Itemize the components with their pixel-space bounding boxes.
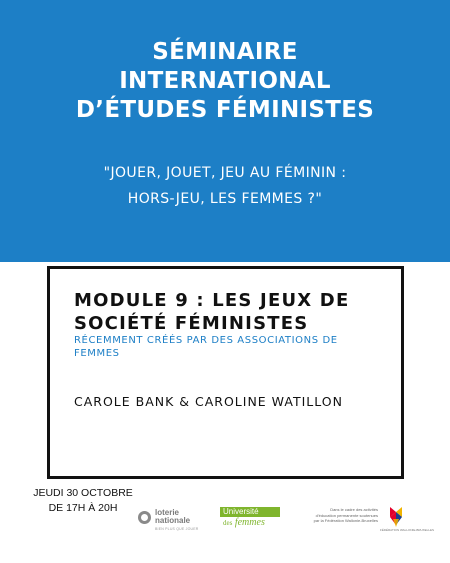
event-date-time (18, 486, 148, 516)
speakers: CAROLE BANK & CAROLINE WATILLON (74, 394, 343, 409)
fwb-caption: FÉDÉRATION WALLONIE-BRUXELLES (380, 528, 435, 532)
seminar-subtitle: "JOUER, JOUET, JEU AU FÉMININ : HORS-JEU, LES FEMMES ?" (103, 165, 347, 207)
universite-des-femmes-logo (220, 507, 280, 529)
module-title-line: MODULE 9 : LES JEUX DE (74, 290, 350, 311)
seminar-title-line: INTERNATIONAL (119, 68, 331, 94)
event-time: DE 17H À 20H (48, 502, 118, 514)
seminar-title-line: D’ÉTUDES FÉMINISTES (75, 97, 375, 123)
universite-subline (223, 517, 265, 529)
loterie-line1: loterie (155, 508, 180, 517)
support-line: Dans le cadre des activités (330, 507, 378, 512)
module-card (47, 266, 404, 479)
loterie-nationale-logo (138, 508, 208, 536)
universite-word: Université (223, 507, 259, 516)
event-date: JEUDI 30 OCTOBRE (33, 487, 133, 499)
support-statement (308, 507, 378, 524)
support-line: par la Fédération Wallonie-Bruxelles (313, 518, 378, 523)
support-line: d'éducation permanente soutenues (315, 512, 378, 518)
loterie-line2: nationale (155, 516, 191, 525)
universite-femmes: femmes (234, 517, 265, 528)
universite-des: des (223, 519, 233, 527)
loterie-ring-icon (138, 511, 151, 524)
fwb-logo-icon (384, 505, 408, 529)
module-title-line: SOCIÉTÉ FÉMINISTES (74, 313, 309, 334)
module-title (74, 289, 394, 335)
module-subtitle: RÉCEMMENT CRÉÉS PAR DES ASSOCIATIONS DE FEMMES (74, 335, 338, 359)
loterie-tagline: BIEN PLUS QUE JOUER (155, 527, 199, 531)
loterie-wordmark (155, 509, 190, 525)
seminar-title (0, 38, 450, 125)
seminar-title-line: SÉMINAIRE (152, 39, 298, 65)
